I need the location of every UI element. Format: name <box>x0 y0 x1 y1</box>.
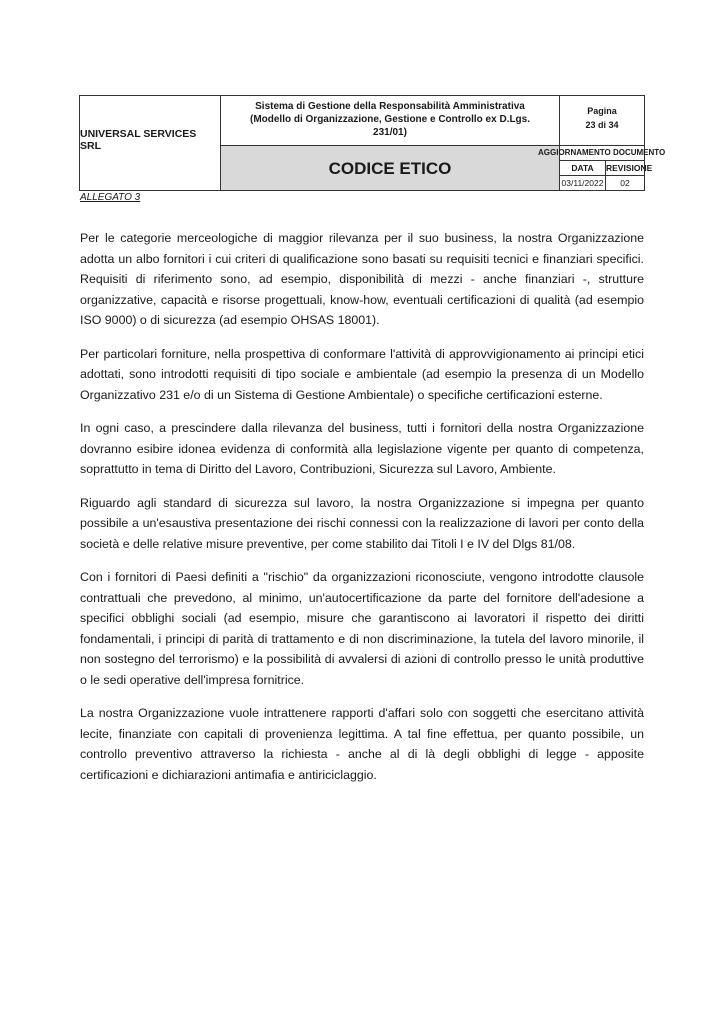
paragraph: Con i fornitori di Paesi definiti a "rischio" da organizzazioni riconosciute, vengono introdotte clausole contrattuali che prevedono, al minimo, un'autocertificazione da parte del fornitore dell'adesione a specifici obblighi sociali (ad esempio, misure che garantiscono ai lavoratori il rispetto dei diritti fondamentali, i principi di parità di trattamento e di non discriminazione, la tutela del lavoro minorile, il non sostegno del terrorismo) e la possibilità di avvalersi di azioni di controllo presso le unità produttive o le sedi operative dell'impresa fornitrice. <box>80 570 644 687</box>
company-name: UNIVERSAL SERVICES SRL <box>80 96 221 190</box>
document-body <box>80 228 644 798</box>
system-title-line-2: (Modello di Organizzazione, Gestione e Controllo ex D.Lgs. <box>249 114 531 125</box>
system-title-line-3: 231/01) <box>373 127 407 138</box>
document-header <box>79 95 666 191</box>
document-title: CODICE ETICO <box>221 146 560 190</box>
paragraph: Per particolari forniture, nella prospettiva di conformare l'attività di approvvigionamento ai principi etici adottati, sono introdotti requisiti di tipo sociale e ambientale (ad esempio la presenza di un Modello Organizzativo 231 e/o di un Sistema di Gestione Ambientale) o specifiche certificazioni esterne. <box>80 346 644 402</box>
date-value: 03/11/2022 <box>560 176 606 190</box>
revision-value: 02 <box>620 178 630 188</box>
page-number-box <box>560 96 644 146</box>
revision-label: REVISIONE <box>606 161 644 176</box>
page-label: Pagina <box>587 106 617 116</box>
system-title-line-1: Sistema di Gestione della Responsabilità Amministrativa <box>255 101 525 112</box>
date-label: DATA <box>560 161 606 176</box>
paragraph: La nostra Organizzazione vuole intrattenere rapporti d'affari solo con soggetti che esercitano attività lecite, finanziate con capitali di provenienza legittima. A tal fine effettua, per quanto possibile, un controllo preventivo attraverso la richiesta - anche al di là degli obblighi di legge - apposite certificazioni e dichiarazioni antimafia e antiriciclaggio. <box>80 706 644 782</box>
system-title <box>221 96 560 146</box>
paragraph: Per le categorie merceologiche di maggior rilevanza per il suo business, la nostra Organizzazione adotta un albo fornitori i cui criteri di qualificazione sono basati su requisiti tecnici e finanziari specifici. Requisiti di riferimento sono, ad esempio, disponibilità di mezzi - anche finanziari -, strutture organizzative, capacità e risorse progettuali, know-how, eventuali certificazioni di qualità (ad esempio ISO 9000) o di sicurezza (ad esempio OHSAS 18001). <box>80 231 644 327</box>
paragraph: In ogni caso, a prescindere dalla rilevanza del business, tutti i fornitori della nostra Organizzazione dovranno esibire idonea evidenza di conformità alla legislazione vigente per quanto di competenza, soprattutto in tema di Diritto del Lavoro, Contribuzioni, Sicurezza sul Lavoro, Ambiente. <box>80 421 644 476</box>
annex-label: ALLEGATO 3 <box>80 192 141 203</box>
page-value: 23 di 34 <box>585 120 619 130</box>
update-label: AGGIORNAMENTO DOCUMENTO <box>538 148 666 157</box>
update-label-cell <box>538 146 666 161</box>
paragraph: Riguardo agli standard di sicurezza sul lavoro, la nostra Organizzazione si impegna per quanto possibile a un'esaustiva presentazione dei rischi connessi con la realizzazione di lavori per conto della società e delle relative misure preventive, per come stabilito dai Titoli I e IV del Dlgs 81/08. <box>80 495 644 551</box>
